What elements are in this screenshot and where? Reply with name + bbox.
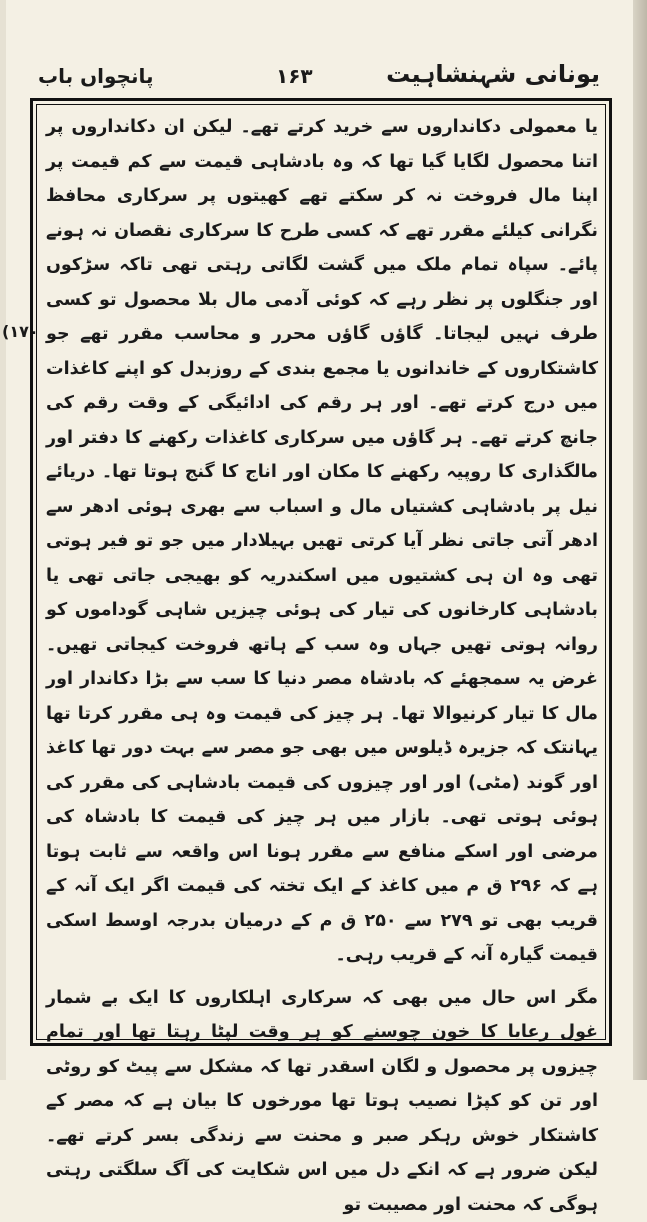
paragraph-2: مگر اس حال میں بھی کہ سرکاری اہلکاروں کا ایک بے شمار غول رعایا کا خون چوسنے کو ہر وقت لپٹا رہتا تھا اور تمام چیزوں پر محصول و لگان اسقدر تھا کہ مشکل سے پیٹ کو روٹی اور تن کو کپڑا نصیب ہوتا تھا مورخوں کا بیان ہے کہ مصر کے کاشتکار خوش رہکر صبر و محنت سے زندگی بسر کرتے تھے۔ لیکن ضرور ہے کہ انکے دل میں اس شکایت کی آگ سلگتی رہتی ہوگی کہ محنت اور مصیبت تو bbox=[46, 981, 598, 1222]
paragraph-1: یا معمولی دکانداروں سے خرید کرتے تھے۔ لیکن ان دکانداروں پر اتنا محصول لگایا گیا تھا کہ وہ بادشاہی قیمت سے کم قیمت پر اپنا مال فروخت نہ کر سکتے تھے کھیتوں پر سرکاری محافظ نگرانی کیلئے مقرر تھے کہ کسی طرح کا سرکاری نقصان نہ ہونے پائے۔ سپاہ تمام ملک میں گشت لگاتی رہتی تھی تاکہ سڑکوں اور جنگلوں پر نظر رہے کہ کوئی آدمی مال بلا محصول تو کسی طرف نہیں لیجاتا۔ گاؤں گاؤں محرر و محاسب مقرر تھے جو کاشتکاروں کے خاندانوں یا مجمع بندی کے روزبدل کو اپنے کاغذات میں درج کرتے تھے۔ اور ہر رقم کی ادائیگی کے وقت رقم کی جانچ کرتے تھے۔ ہر گاؤں میں سرکاری کاغذات رکھنے کا دفتر اور مالگذاری کا روپیہ رکھنے کا مکان اور اناج کا گنج ہوتا تھا۔ دریائے نیل پر بادشاہی کشتیاں مال و اسباب سے بھری ہوئی ادھر سے ادھر آتی جاتی نظر آیا کرتی تھیں بہیلادار میں جو تو فیر ہوتی تھی وہ ان ہی کشتیوں میں اسکندریہ کو بھیجی جاتی تھی یا بادشاہی کارخانوں کی تیار کی ہوئی چیزیں شاہی گوداموں کو روانہ ہوتی تھیں جہاں وہ سب کے ہاتھ فروخت کیجاتی تھیں۔ غرض یہ سمجھئے کہ بادشاہ مصر دنیا کا سب سے بڑا دکاندار اور مال کا تیار کرنیوالا تھا۔ ہر چیز کی قیمت وہ ہی مقرر کرتا تھا یہانتک کہ جزیرہ ڈیلوس میں بھی جو مصر سے بہت دور تھا کاغذ اور گوند (مٹی) اور اور چیزوں کی قیمت بادشاہی کی مقرر کی ہوئی ہوتی تھی۔ بازار میں ہر چیز کی قیمت کا بادشاہ کی مرضی اور اسکے منافع سے مقرر ہونا اس واقعہ سے ثابت ہوتا ہے کہ ۲۹۶ ق م میں کاغذ کے ایک تختہ کی قیمت اگر ایک آنہ کے قریب بھی تو ۲۷۹ سے ۲۵۰ ق م کے درمیان بدرجہ اوسط اسکی قیمت گیارہ آنہ کے قریب رہی۔ bbox=[46, 110, 598, 973]
running-header bbox=[28, 60, 620, 96]
header-page-number: ۱۶۳ bbox=[276, 64, 313, 88]
header-book-title: یونانی شہنشاہیت bbox=[386, 60, 600, 88]
page-edge-left bbox=[0, 0, 6, 1080]
page-edge-right bbox=[633, 0, 647, 1080]
body-text bbox=[46, 110, 598, 1010]
margin-reference-number: (۱۷۰ bbox=[2, 322, 39, 341]
header-chapter-title: پانچواں باب bbox=[38, 64, 154, 88]
